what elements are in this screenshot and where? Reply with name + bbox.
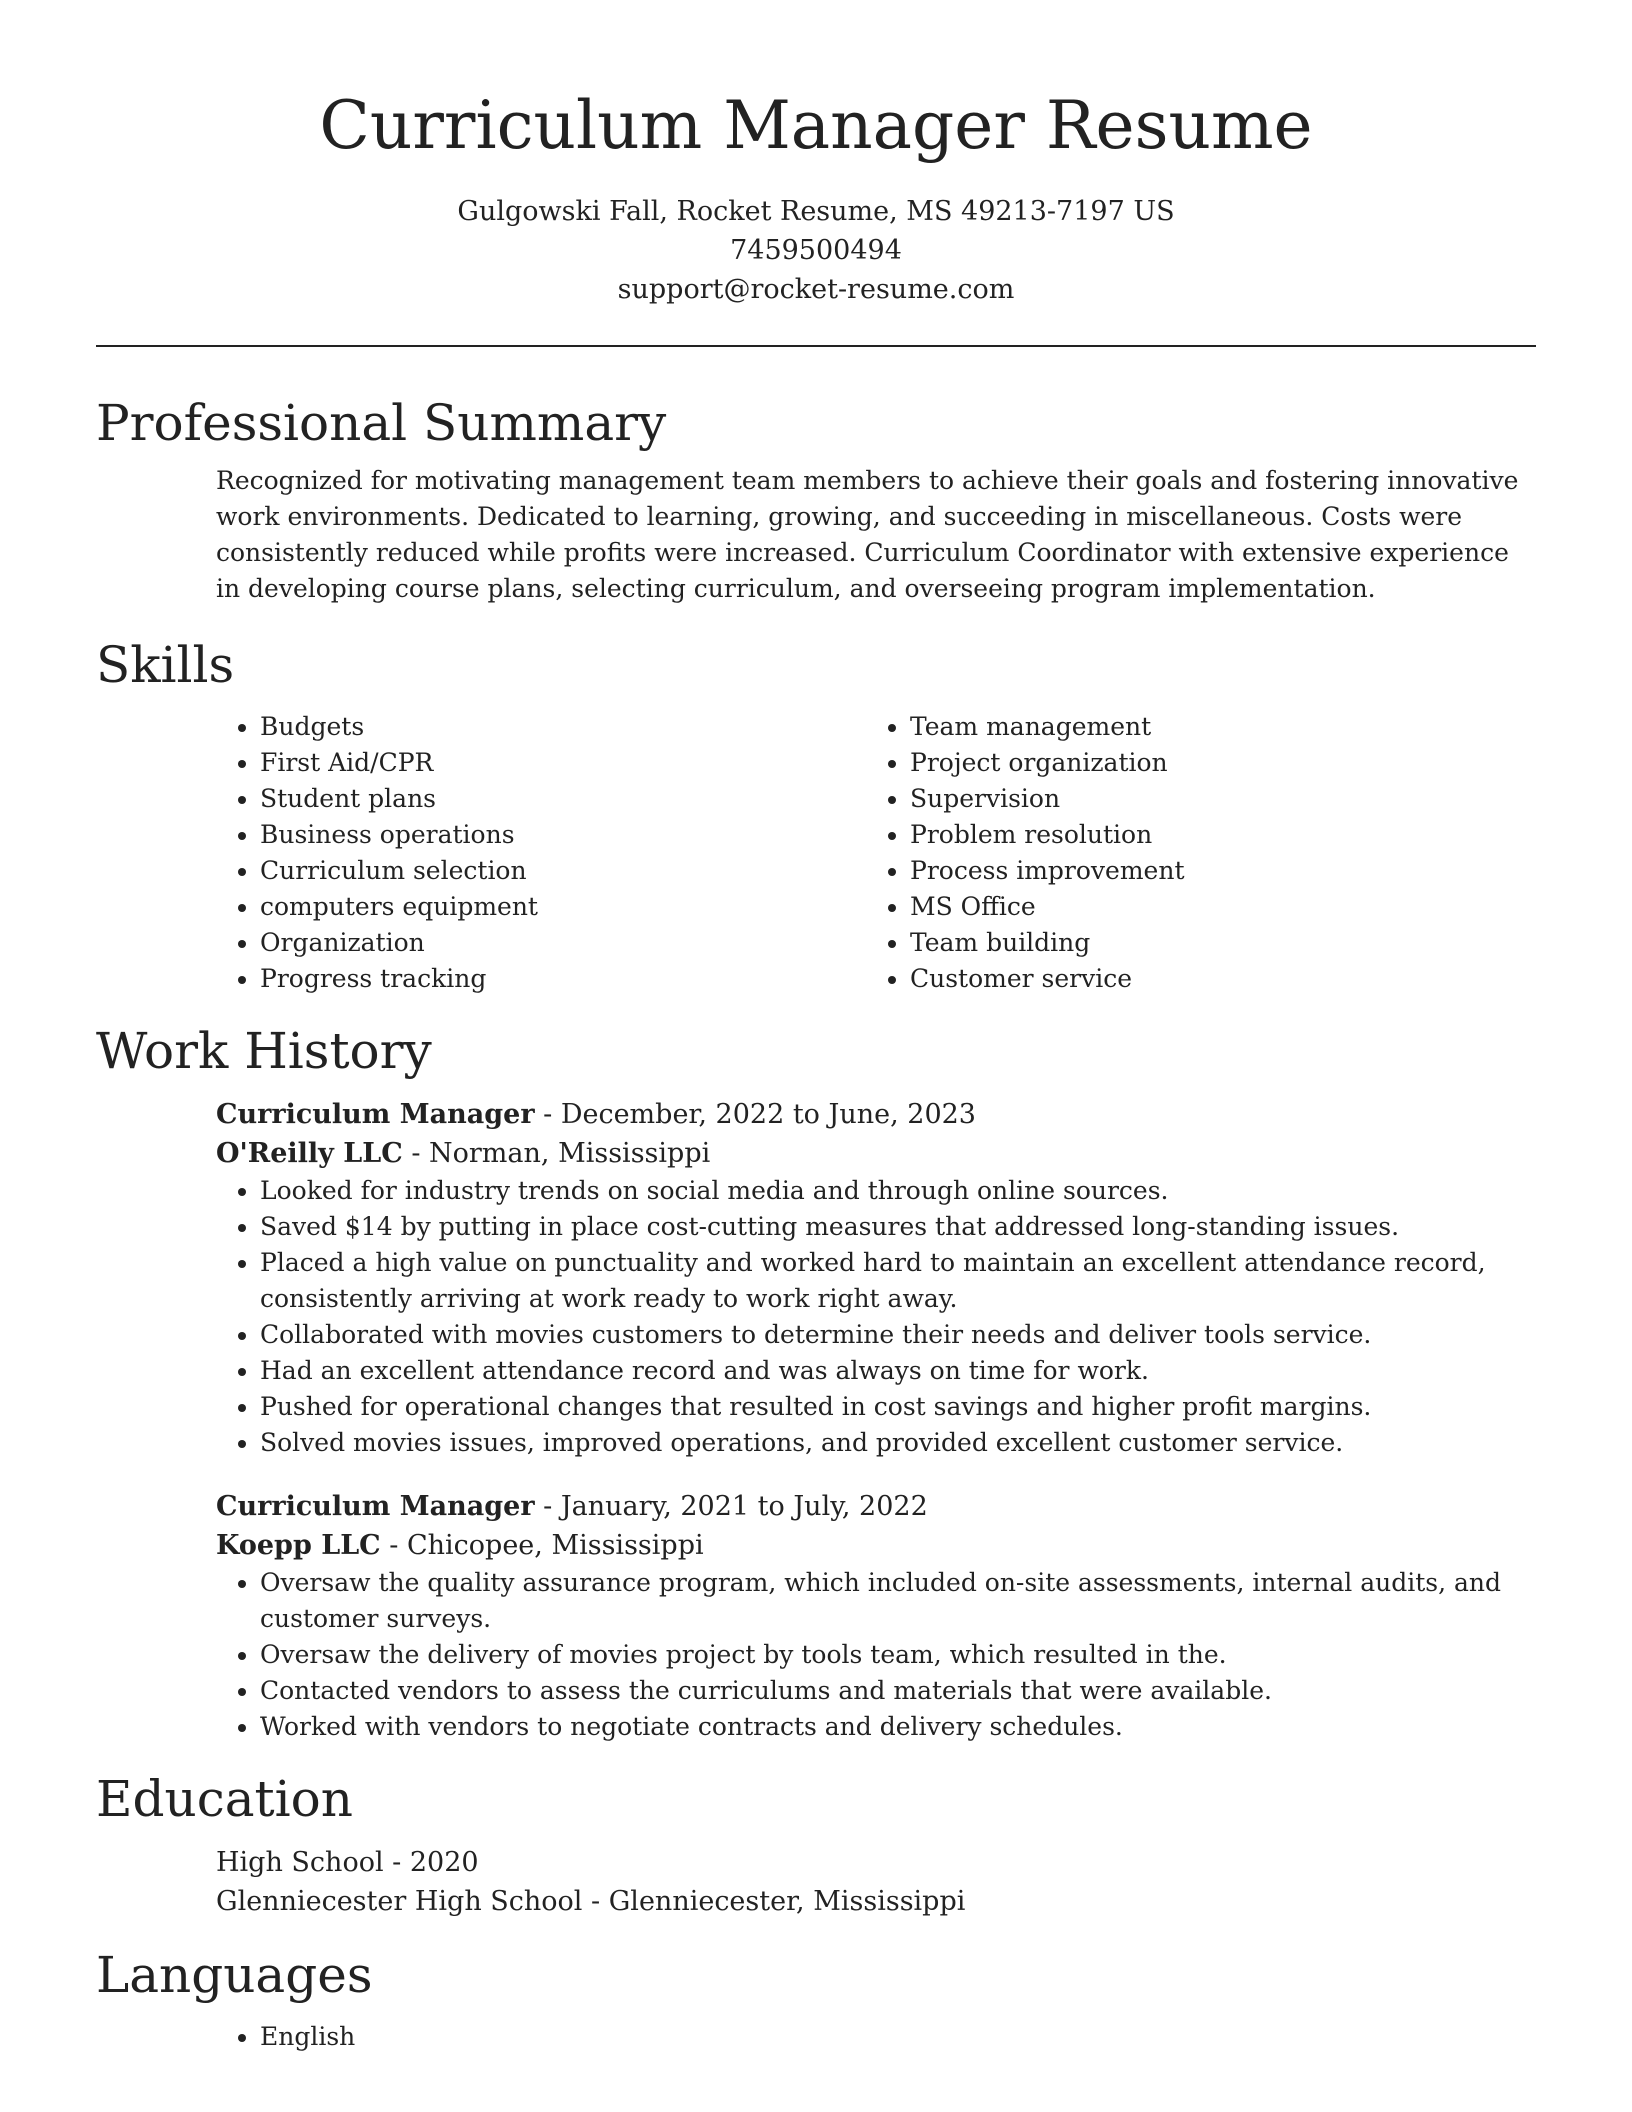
skill-item: • computers equipment xyxy=(260,889,866,925)
summary-section xyxy=(96,391,1536,607)
education-location: - Glenniecester, Mississippi xyxy=(582,1886,966,1917)
skills-column-left xyxy=(216,709,866,997)
job-entry xyxy=(216,1487,1536,1745)
job-location: - Norman, Mississippi xyxy=(402,1138,711,1169)
contact-email: support@rocket-resume.com xyxy=(617,274,1015,305)
skill-item: • Supervision xyxy=(910,781,1516,817)
education-heading: Education xyxy=(96,1770,353,1828)
job-dates: - December, 2022 to June, 2023 xyxy=(534,1099,976,1130)
job-dates: - January, 2021 to July, 2022 xyxy=(534,1491,928,1522)
job-bullet: • Worked with vendors to negotiate contracts and delivery schedules. xyxy=(260,1709,1536,1745)
job-title-line xyxy=(216,1095,1536,1134)
education-school-line xyxy=(216,1882,1536,1921)
skills-heading: Skills xyxy=(96,636,235,694)
job-entry xyxy=(216,1095,1536,1461)
job-bullet: • Looked for industry trends on social media and through online sources. xyxy=(260,1173,1536,1209)
education-degree-line xyxy=(216,1843,1536,1882)
languages-heading: Languages xyxy=(96,1946,373,2004)
job-bullet: • Collaborated with movies customers to determine their needs and deliver tools service. xyxy=(260,1317,1536,1353)
skills-column-right xyxy=(866,709,1516,997)
education-entry xyxy=(216,1843,1536,1921)
skill-item: • Progress tracking xyxy=(260,961,866,997)
job-company-line xyxy=(216,1526,1536,1565)
contact-address: Gulgowski Fall, Rocket Resume, MS 49213-7197 US xyxy=(457,196,1175,227)
work-history-heading: Work History xyxy=(96,1022,432,1080)
job-bullet: • Pushed for operational changes that resulted in cost savings and higher profit margins. xyxy=(260,1389,1536,1425)
resume-title: Curriculum Manager Resume xyxy=(319,87,1313,164)
job-bullet: • Placed a high value on punctuality and worked hard to maintain an excellent attendance record, consistently arriving at work ready to work right away. xyxy=(260,1245,1536,1317)
skill-item: • Problem resolution xyxy=(910,817,1516,853)
job-bullet: • Had an excellent attendance record and was always on time for work. xyxy=(260,1353,1536,1389)
skills-section xyxy=(96,633,1536,997)
job-company-line xyxy=(216,1134,1536,1173)
skill-item: • Project organization xyxy=(910,745,1516,781)
contact-phone: 7459500494 xyxy=(730,235,902,266)
job-bullet-list xyxy=(216,1565,1536,1745)
job-company: O'Reilly LLC xyxy=(216,1138,403,1169)
skills-grid xyxy=(216,709,1536,997)
languages-list xyxy=(216,2019,1536,2055)
job-title-line xyxy=(216,1487,1536,1526)
skill-item: • MS Office xyxy=(910,889,1516,925)
header-divider xyxy=(96,345,1536,347)
job-location: - Chicopee, Mississippi xyxy=(380,1530,704,1561)
education-year: - 2020 xyxy=(383,1847,479,1878)
skill-item: • Team management xyxy=(910,709,1516,745)
resume-header xyxy=(96,0,1536,347)
job-company: Koepp LLC xyxy=(216,1530,381,1561)
languages-section xyxy=(96,1943,1536,2055)
skill-item: • Student plans xyxy=(260,781,866,817)
skill-item: • Customer service xyxy=(910,961,1516,997)
education-degree: High School xyxy=(216,1847,384,1878)
skill-item: • Team building xyxy=(910,925,1516,961)
skill-item: • Budgets xyxy=(260,709,866,745)
work-history-section xyxy=(96,1019,1536,1745)
skill-item: • Organization xyxy=(260,925,866,961)
education-school: Glenniecester High School xyxy=(216,1886,583,1917)
skill-item: • First Aid/CPR xyxy=(260,745,866,781)
job-role: Curriculum Manager xyxy=(216,1099,535,1130)
language-item: • English xyxy=(260,2019,1536,2055)
education-section xyxy=(96,1767,1536,1921)
job-bullet: • Saved $14 by putting in place cost-cutting measures that addressed long-standing issues. xyxy=(260,1209,1536,1245)
job-bullet: • Contacted vendors to assess the curriculums and materials that were available. xyxy=(260,1673,1536,1709)
resume-page xyxy=(96,0,1536,2055)
skill-item: • Business operations xyxy=(260,817,866,853)
summary-heading: Professional Summary xyxy=(96,394,667,452)
job-bullet: • Oversaw the quality assurance program, which included on-site assessments, internal audits, and customer surveys. xyxy=(260,1565,1536,1637)
job-bullet-list xyxy=(216,1173,1536,1461)
job-role: Curriculum Manager xyxy=(216,1491,535,1522)
job-bullet: • Solved movies issues, improved operations, and provided excellent customer service. xyxy=(260,1425,1536,1461)
summary-text: Recognized for motivating management team members to achieve their goals and fostering innovative work environments. Dedicated to learning, growing, and succeeding in miscellaneous. Costs were consistently reduced while profits were increased. Curriculum Coordinator with extensive experience in developing course plans, selecting curriculum, and overseeing program implementation. xyxy=(216,466,1519,603)
skill-item: • Curriculum selection xyxy=(260,853,866,889)
contact-block xyxy=(96,192,1536,309)
skill-item: • Process improvement xyxy=(910,853,1516,889)
job-bullet: • Oversaw the delivery of movies project by tools team, which resulted in the. xyxy=(260,1637,1536,1673)
